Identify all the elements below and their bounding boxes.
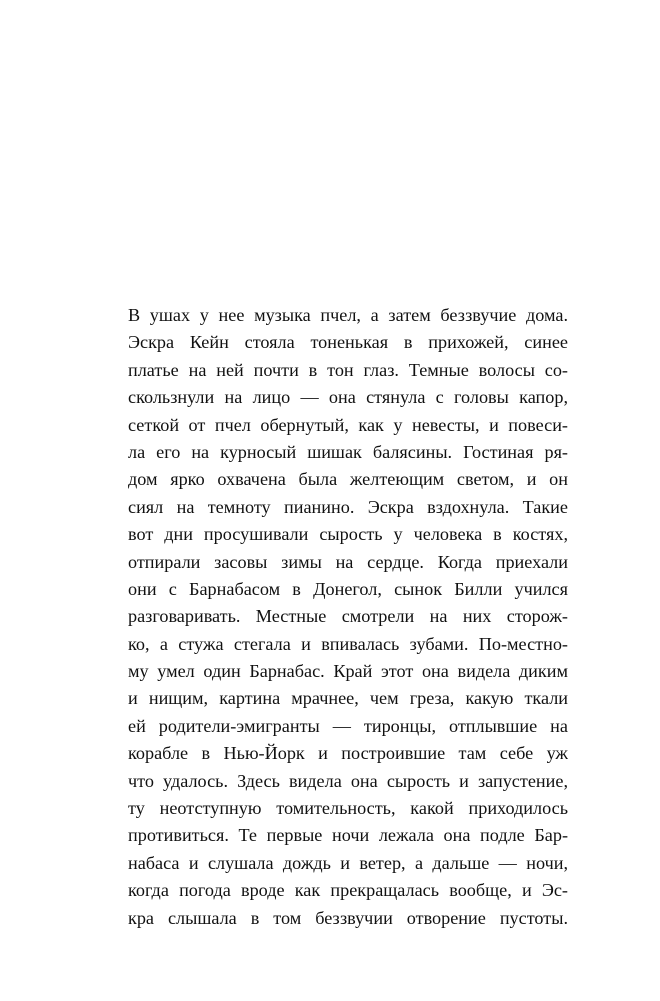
text-line-17: корабле в Нью-Йорк и построившие там себе уж	[128, 743, 568, 764]
text-line-19: ту неотступную томительность, какой приходилось	[128, 798, 568, 819]
text-line-12: разговаривать. Местные смотрели на них сторож-	[128, 606, 568, 627]
text-line-16: ей родители-эмигранты — тиронцы, отплывшие на	[128, 715, 568, 736]
text-line-6: ла его на курносый шишак балясины. Гостиная ря-	[128, 441, 568, 462]
text-line-2: Эскра Кейн стояла тоненькая в прихожей, синее	[128, 332, 568, 353]
text-line-7: дом ярко охвачена была желтеющим светом, и он	[128, 469, 568, 490]
text-line-21: набаса и слушала дождь и ветер, а дальше — ночи,	[128, 852, 568, 873]
text-line-14: му умел один Барнабас. Край этот она видела диким	[128, 661, 568, 682]
text-line-15: и нищим, картина мрачнее, чем греза, какую ткали	[128, 688, 568, 709]
text-line-3: платье на ней почти в тон глаз. Темные волосы со-	[128, 359, 568, 380]
text-line-1: В ушах у нее музыка пчел, а затем беззвучие дома.	[128, 305, 568, 325]
text-line-11: они с Барнабасом в Донегол, сынок Билли учился	[128, 578, 568, 599]
text-line-9: вот дни просушивали сырость у человека в костях,	[128, 524, 568, 545]
text-line-18: что удалось. Здесь видела она сырость и запустение,	[128, 770, 568, 791]
text-line-5: сеткой от пчел обернутый, как у невесты, и повеси-	[128, 414, 568, 435]
text-line-8: сиял на темноту пианино. Эскра вздохнула. Такие	[128, 496, 568, 517]
text-line-23: кра слышала в том беззвучии отворение пустоты.	[128, 907, 568, 928]
text-line-22: когда погода вроде как прекращалась вообще, и Эс-	[128, 880, 568, 901]
text-line-13: ко, а стужа стегала и впивалась зубами. По-местно-	[128, 633, 568, 654]
text-line-10: отпирали засовы зимы на сердце. Когда приехали	[128, 551, 568, 572]
text-line-20: противиться. Те первые ночи лежала она подле Бар-	[128, 825, 568, 846]
text-line-4: скользнули на лицо — она стянула с головы капор,	[128, 387, 568, 408]
body-paragraph	[128, 302, 568, 932]
